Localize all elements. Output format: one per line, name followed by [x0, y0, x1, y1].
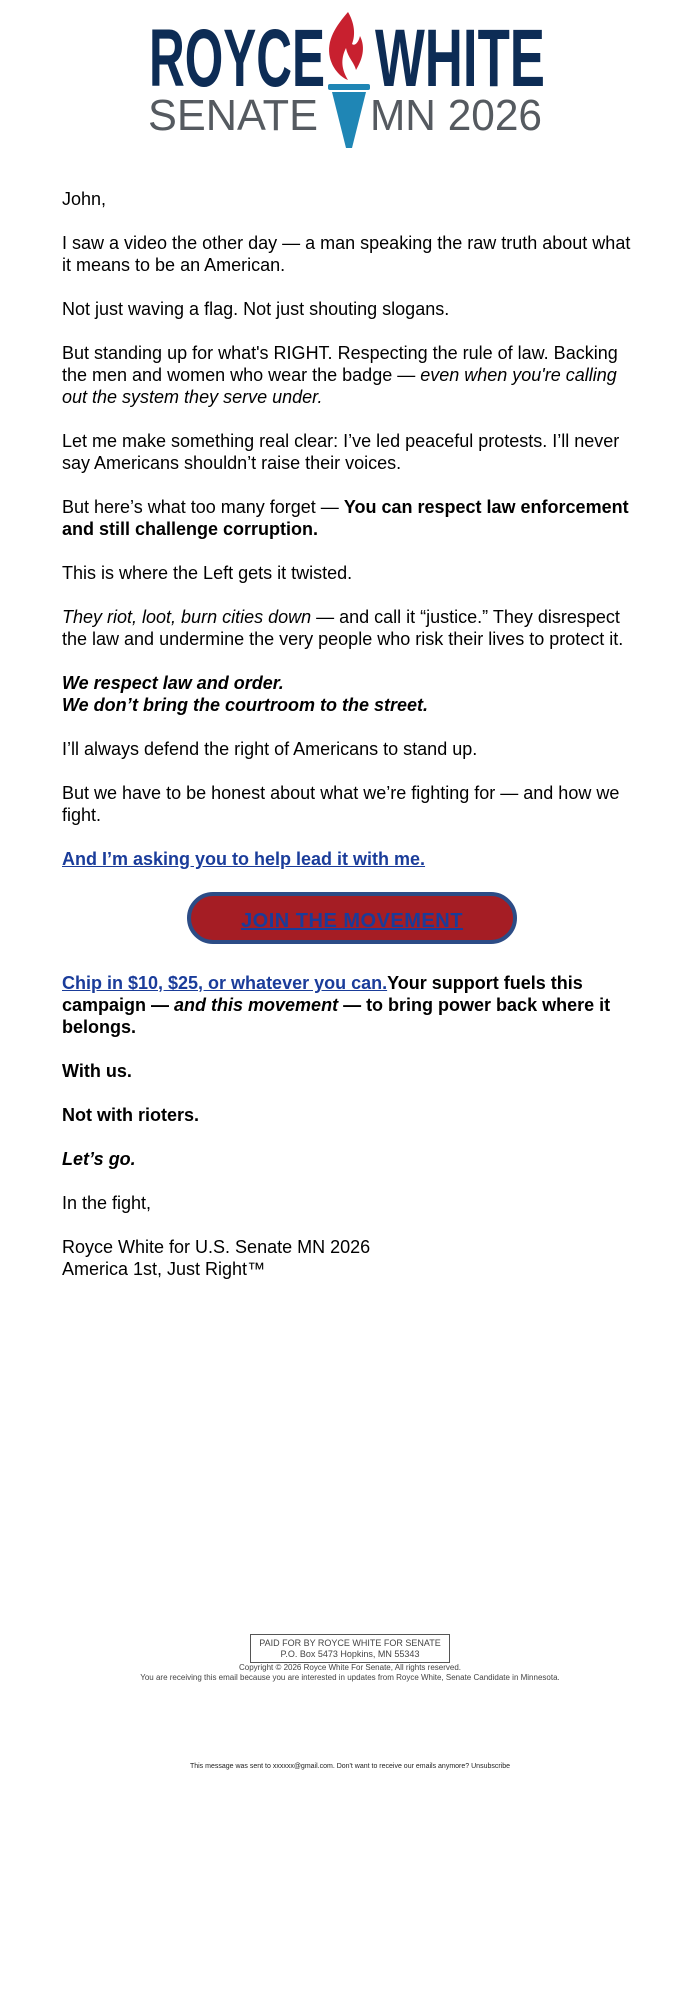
paragraph: Not just waving a flag. Not just shouting slogans.: [62, 299, 450, 319]
paragraph: But we have to be honest about what we’re fighting for — and how we fight.: [62, 783, 620, 825]
paragraph: But standing up for what's RIGHT. Respecting the rule of law. Backing the men and women who wear the badge — even when you're calling out the system they serve under.: [62, 343, 618, 407]
logo-name-right: WHITE: [375, 13, 545, 104]
paragraph: We respect law and order. We don’t bring the courtroom to the street.: [62, 673, 428, 715]
paragraph: Let me make something real clear: I’ve led peaceful protests. I’ll never say Americans shouldn’t raise their voices.: [62, 431, 620, 473]
logo-sub-left: SENATE: [148, 91, 318, 140]
paragraph: Chip in $10, $25, or whatever you can.Your support fuels this campaign — and this movement — to bring power back where it belongs.: [62, 973, 611, 1037]
sent-to-note: [0, 1762, 700, 1771]
paragraph: Not with rioters.: [62, 1105, 200, 1125]
unsubscribe-link[interactable]: Unsubscribe: [471, 1763, 511, 1770]
join-movement-button[interactable]: JOIN THE MOVEMENT: [187, 892, 517, 944]
sent-to-text: This message was sent to xxxxxx@gmail.com. Don't want to receive our emails anymore?: [189, 1763, 470, 1770]
paid-line-2: P.O. Box 5473 Hopkins, MN 55343: [280, 1649, 420, 1659]
email-body: [62, 188, 642, 1302]
sign-off: In the fight,: [62, 1193, 152, 1213]
campaign-logo: [0, 0, 700, 160]
footer: [0, 1634, 700, 1683]
chip-in-link[interactable]: Chip in $10, $25, or whatever you can.: [62, 973, 388, 993]
copyright: Copyright © 2026 Royce White For Senate, All rights reserved.: [239, 1663, 461, 1672]
paragraph: With us.: [62, 1061, 132, 1081]
paid-line-1: PAID FOR BY ROYCE WHITE FOR SENATE: [259, 1638, 441, 1648]
paragraph: This is where the Left gets it twisted.: [62, 563, 353, 583]
subscription-reason: You are receiving this email because you are interested in updates from Royce White, Senate Candidate in Minnesota.: [140, 1673, 560, 1682]
paragraph: [62, 848, 642, 870]
flame-icon: [329, 12, 363, 80]
paragraph: They riot, loot, burn cities down — and call it “justice.” They disrespect the law and undermine the very people who risk their lives to protect it.: [62, 607, 624, 649]
paragraph: Let’s go.: [62, 1149, 136, 1169]
greeting: John,: [62, 189, 107, 209]
lead-link[interactable]: And I’m asking you to help lead it with me.: [62, 849, 426, 869]
paragraph: I’ll always defend the right of Americans to stand up.: [62, 739, 478, 759]
paragraph: But here’s what too many forget — You can respect law enforcement and still challenge corruption.: [62, 497, 629, 539]
logo-sub-right: MN 2026: [370, 91, 542, 140]
paragraph: I saw a video the other day — a man speaking the raw truth about what it means to be an American.: [62, 233, 631, 275]
cta-container: [62, 892, 642, 944]
signature: Royce White for U.S. Senate MN 2026 America 1st, Just Right™: [62, 1237, 371, 1279]
paid-for-box: [250, 1634, 450, 1663]
torch-icon: [328, 84, 370, 148]
logo-name-left: ROYCE: [149, 13, 325, 104]
